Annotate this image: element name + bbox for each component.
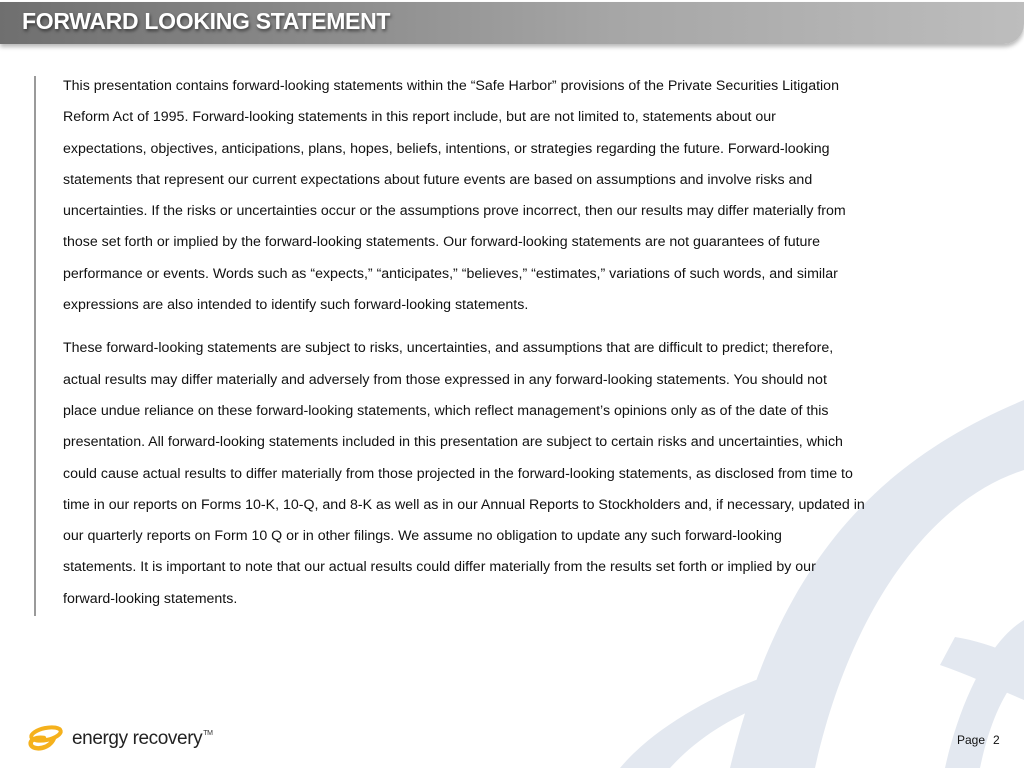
left-vertical-rule: [34, 76, 36, 616]
paragraph-2: [63, 333, 963, 615]
text-line: time in our reports on Forms 10-K, 10-Q, and 8-K as well as in our Annual Reports to Stockholders and, if necessary, updated in: [63, 496, 865, 513]
text-line: forward-looking statements.: [63, 590, 238, 607]
text-line: could cause actual results to differ materially from those projected in the forward-looking statements, as disclosed from time to: [63, 465, 853, 482]
text-line: These forward-looking statements are subject to risks, uncertainties, and assumptions that are difficult to predict; therefore,: [63, 340, 834, 357]
text-line: statements that represent our current expectations about future events are based on assumptions and involve risks and: [63, 171, 813, 188]
title-bar: [0, 2, 1024, 44]
company-logo: [26, 722, 213, 756]
energy-recovery-logo-icon: [26, 723, 66, 755]
logo-wordmark: [72, 728, 213, 750]
statement-body: [63, 71, 963, 627]
text-line: expressions are also intended to identify such forward-looking statements.: [63, 297, 529, 314]
text-line: This presentation contains forward-looking statements within the “Safe Harbor” provisions of the Private Securities Litigation: [63, 78, 839, 94]
text-line: those set forth or implied by the forward-looking statements. Our forward-looking statements are not guarantees of future: [63, 234, 821, 251]
text-line: uncertainties. If the risks or uncertainties occur or the assumptions prove incorrect, then our results may differ materially from: [63, 203, 846, 220]
page-number: 2: [993, 733, 1000, 747]
trademark-symbol: TM: [203, 730, 213, 737]
text-line: performance or events. Words such as “expects,” “anticipates,” “believes,” “estimates,” variations of such words, and similar: [63, 265, 838, 282]
text-line: presentation. All forward-looking statements included in this presentation are subject to certain risks and uncertainties, which: [63, 434, 843, 451]
page-indicator: [957, 733, 1000, 747]
text-line: expectations, objectives, anticipations, plans, hopes, beliefs, intentions, or strategies regarding the future. Forward-looking: [63, 140, 830, 157]
page-label: Page: [957, 733, 986, 747]
text-line: statements. It is important to note that our actual results could differ materially from the results set forth or implied by our: [63, 559, 816, 576]
paragraph-1: [63, 71, 963, 321]
text-line: place undue reliance on these forward-looking statements, which reflect management’s opinions only as of the date of this: [63, 402, 829, 419]
text-line: Reform Act of 1995. Forward-looking statements in this report include, but are not limited to, statements about our: [63, 109, 776, 126]
text-line: actual results may differ materially and adversely from those expressed in any forward-looking statements. You should not: [63, 371, 827, 388]
text-line: our quarterly reports on Form 10 Q or in other filings. We assume no obligation to update any such forward-looking: [63, 528, 782, 545]
logo-text: energy recovery: [72, 728, 203, 749]
page-title: FORWARD LOOKING STATEMENT: [22, 8, 391, 34]
